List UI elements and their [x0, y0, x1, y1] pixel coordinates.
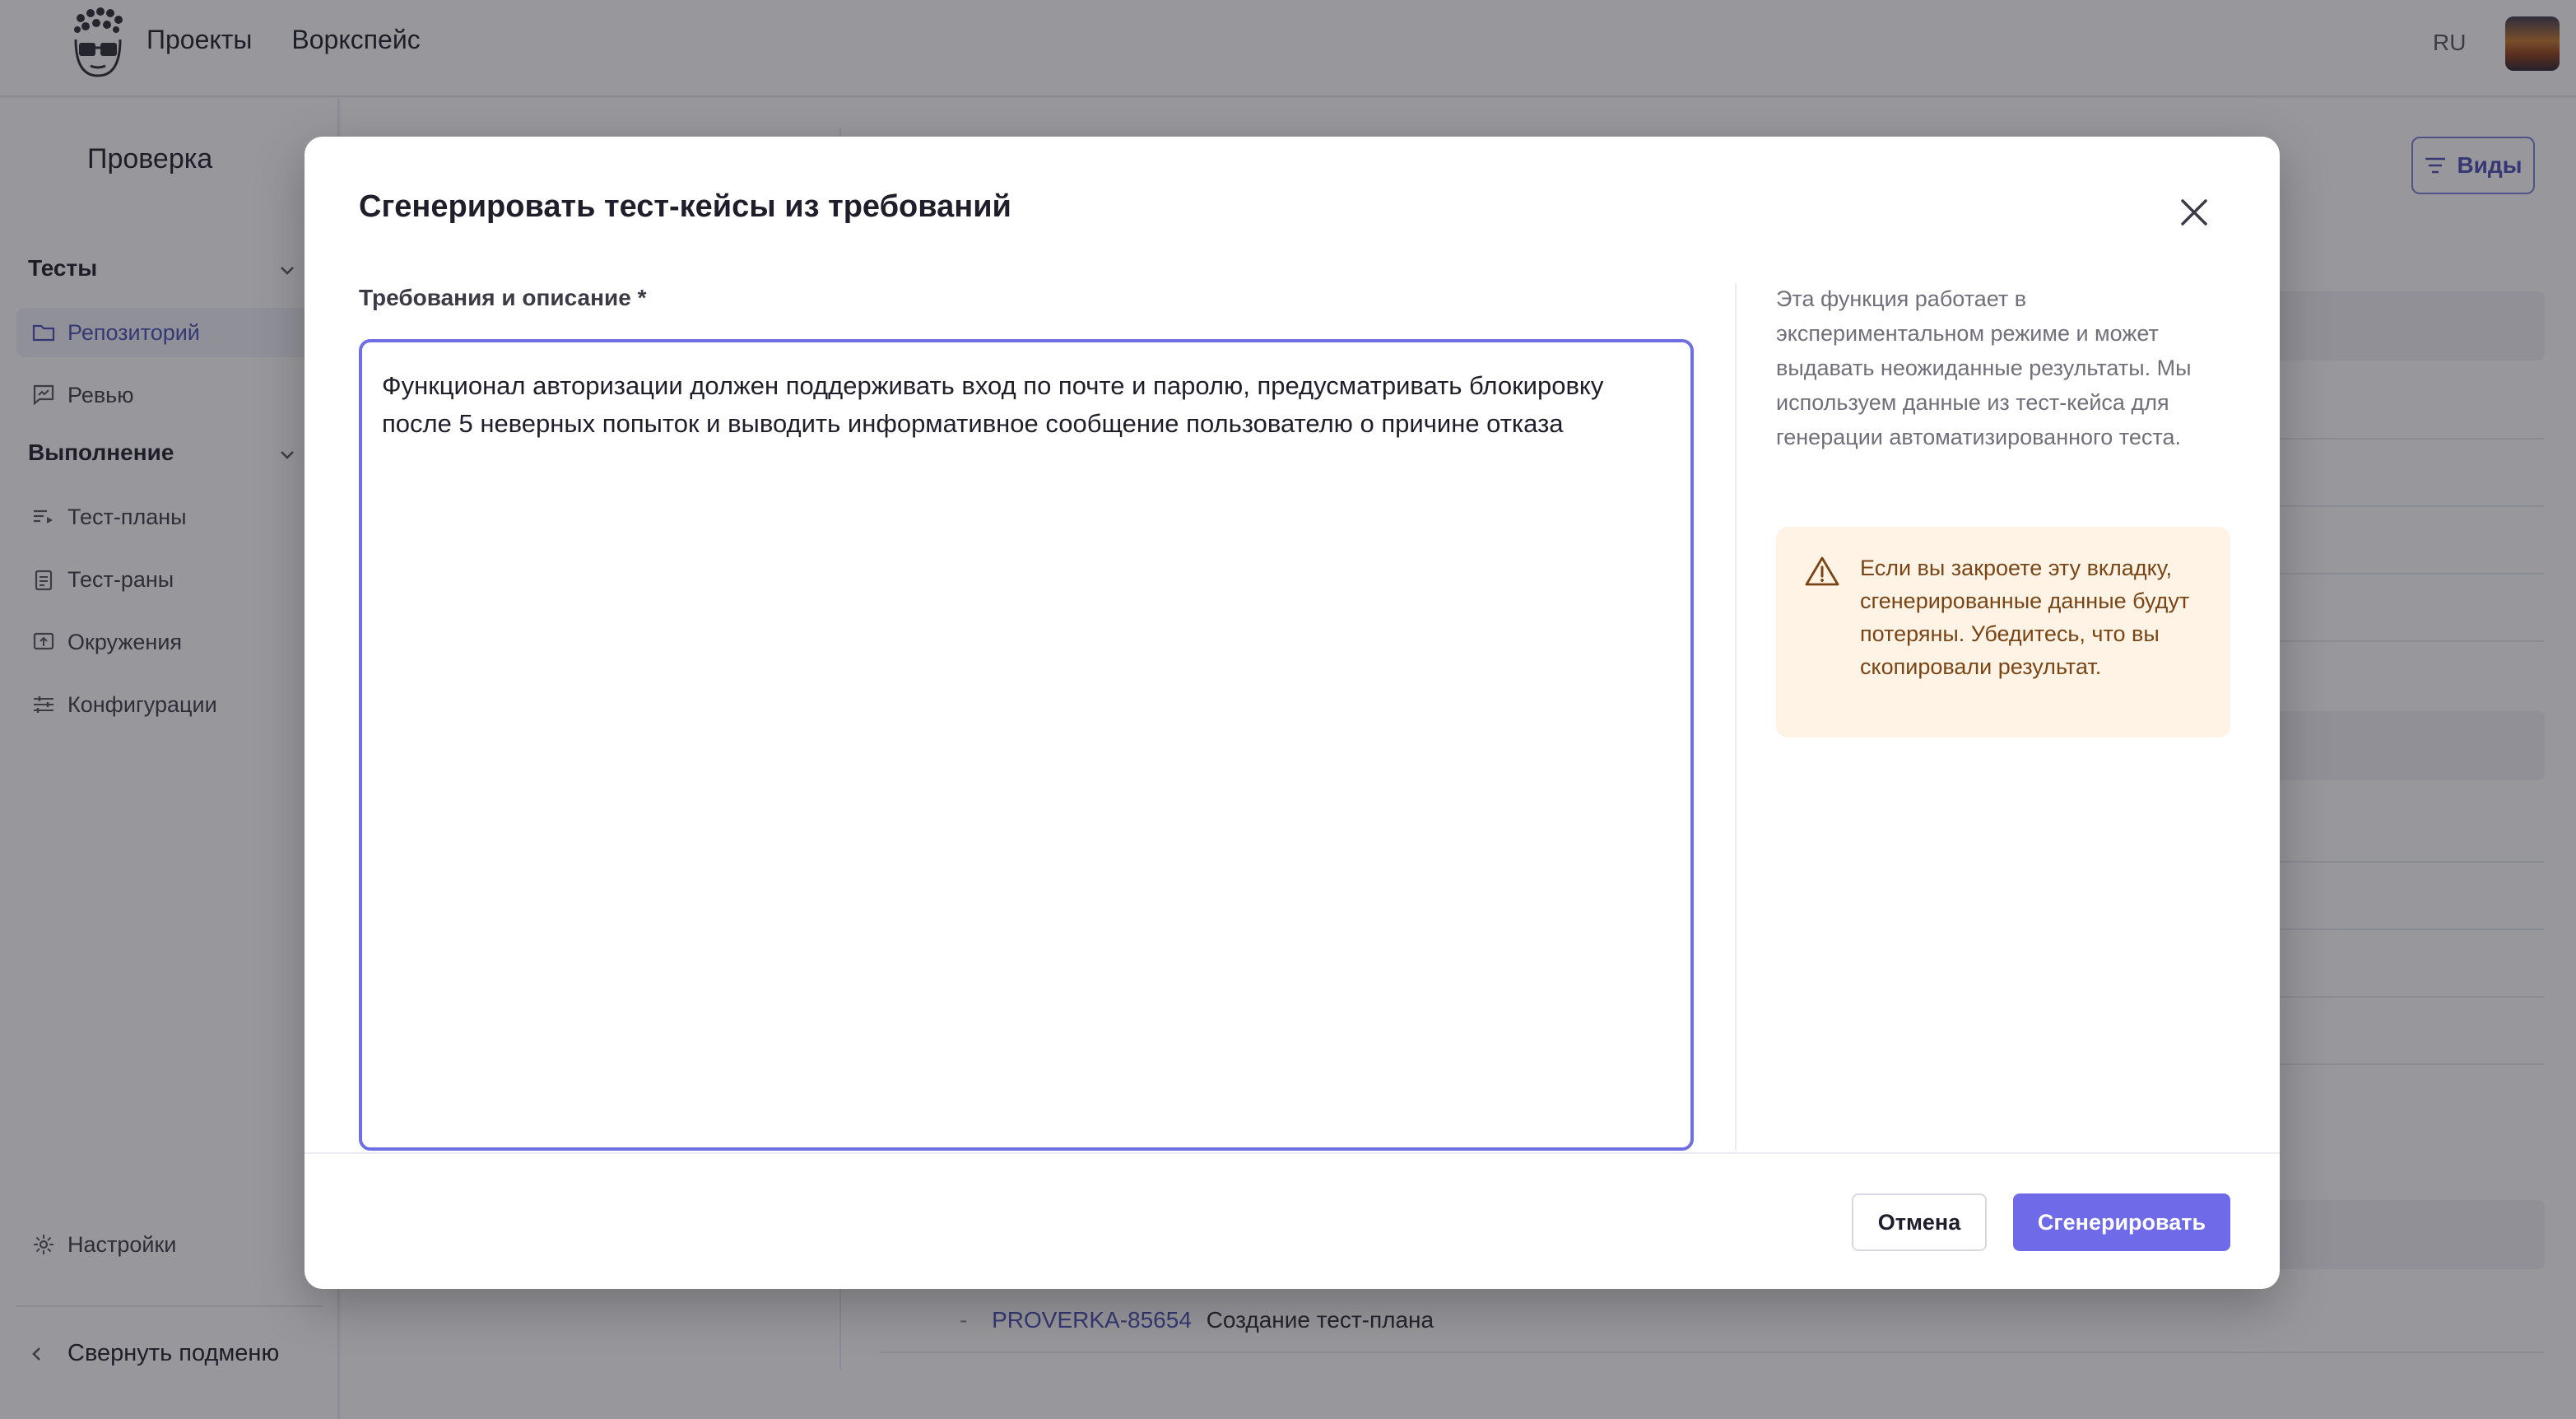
sidebar-item-label: Тест-планы — [67, 504, 187, 529]
nav-workspace[interactable]: Воркспейс — [291, 25, 421, 54]
generate-button[interactable]: Сгенерировать — [2013, 1193, 2230, 1251]
row-key-link[interactable]: PROVERKA-85654 — [992, 1307, 1192, 1333]
section-tests-label: Тесты — [28, 255, 98, 281]
modal-footer-divider — [305, 1152, 2280, 1154]
row-dash: - — [960, 1307, 968, 1333]
nav-projects[interactable]: Проекты — [146, 25, 253, 54]
experimental-info-text: Эта функция работает в экспериментальном режиме и может выдавать неожиданные результаты. Мы используем данные из тест-кейса для генерации автоматизированного теста. — [1776, 286, 2192, 449]
collapse-label: Свернуть подменю — [67, 1340, 280, 1366]
sidebar-item-label: Ревью — [67, 382, 134, 407]
requirements-textarea[interactable] — [359, 339, 1694, 1151]
section-execution-label: Выполнение — [28, 440, 174, 465]
sidebar-item-label: Настройки — [67, 1231, 177, 1257]
warning-box — [1776, 527, 2230, 737]
panel-divider — [1735, 283, 1737, 1151]
generate-testcases-modal — [305, 137, 2280, 1289]
warning-triangle-icon — [1804, 555, 1840, 588]
modal-title: Сгенерировать тест-кейсы из требований — [359, 189, 1011, 224]
sidebar-item-label: Конфигурации — [67, 691, 217, 717]
close-icon[interactable] — [2173, 191, 2216, 234]
cancel-button[interactable]: Отмена — [1852, 1193, 1987, 1251]
language-switcher[interactable]: RU — [2433, 30, 2467, 55]
requirements-label: Требования и описание * — [359, 285, 647, 310]
sidebar-item-label: Репозиторий — [67, 319, 200, 345]
warning-text: Если вы закроете эту вкладку, сгенерированные данные будут потеряны. Убедитесь, что вы скопировали результат. — [1860, 556, 2190, 679]
sidebar-item-label: Тест-раны — [67, 566, 174, 592]
views-label: Виды — [2457, 152, 2523, 178]
sidebar-item-label: Окружения — [67, 629, 183, 654]
row-title: Создание тест-плана — [1206, 1307, 1434, 1333]
project-title: Проверка — [87, 143, 213, 174]
